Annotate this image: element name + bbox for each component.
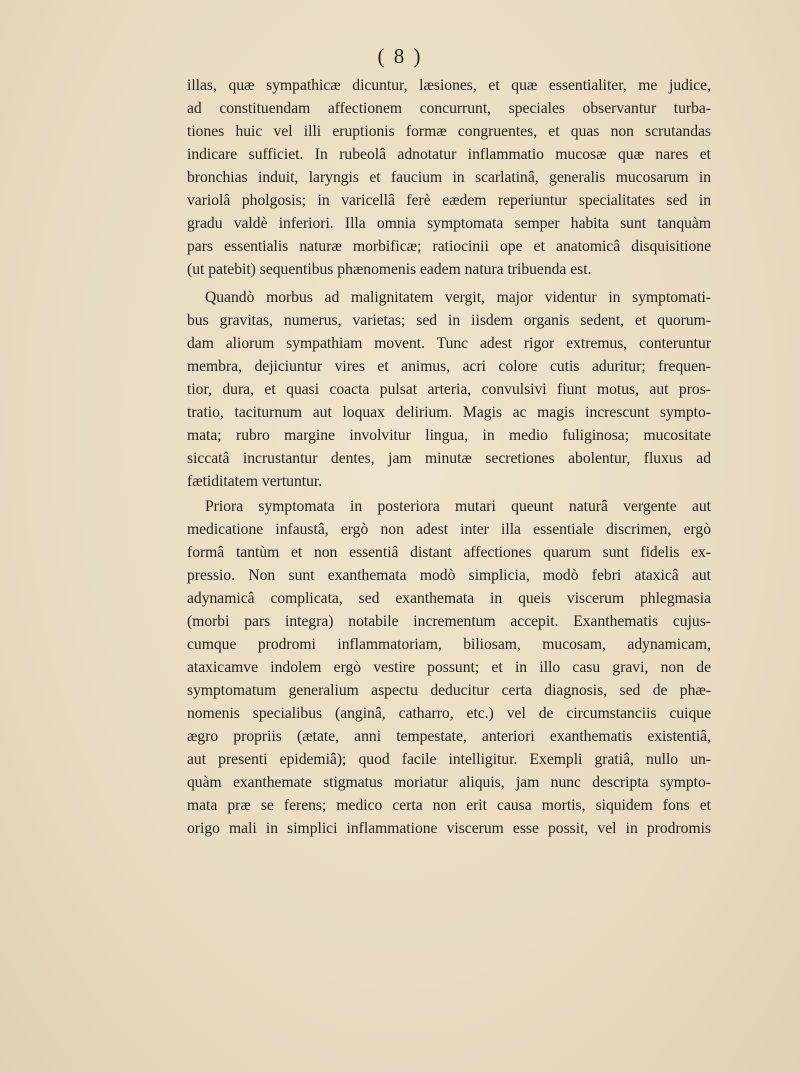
text-line: tior, dura, et quasi coacta pulsat arteria, convulsivi fiunt motus, aut pros- (187, 381, 711, 398)
text-line: symptomatum generalium aspectu deducitur certa diagnosis, sed de phæ- (187, 682, 711, 699)
text-line: formâ tantùm et non essentiâ distant affectiones quarum sunt fidelis ex- (187, 544, 711, 561)
text-line: pars essentialis naturæ morbificæ; ratiocinii ope et anatomicâ disquisitione (187, 238, 711, 255)
text-line: mata; rubro margine involvitur lingua, in medio fuliginosa; mucositate (187, 427, 711, 444)
text-line: indicare sufficiet. In rubeolâ adnotatur inflammatio mucosæ quæ nares et (187, 146, 711, 163)
text-line: aut presenti epidemiâ); quod facile intelligitur. Exempli gratiâ, nullo un- (187, 751, 711, 768)
text-line: tiones huic vel illi eruptionis formæ congruentes, et quas non scrutandas (187, 123, 711, 140)
text-line: dam aliorum sympathiam movent. Tunc adest rigor extremus, conteruntur (187, 335, 711, 352)
text-line: tratio, taciturnum aut loquax delirium. Magis ac magis increscunt sympto- (187, 404, 711, 421)
text-line: illas, quæ sympathicæ dicuntur, læsiones, et quæ essentialiter, me judice, (187, 77, 711, 94)
text-line: (morbi pars integra) notabile incrementum accepit. Exanthematis cujus- (187, 613, 711, 630)
text-line: ægro propriis (ætate, anni tempestate, anteriori exanthematis existentiâ, (187, 728, 711, 745)
text-line: ataxicamve indolem ergò vestire possunt; et in illo casu gravi, non de (187, 659, 711, 676)
text-line: variolâ pholgosis; in varicellâ ferè eædem reperiuntur specialitates sed in (187, 192, 711, 209)
text-line: cumque prodromi inflammatoriam, biliosam, mucosam, adynamicam, (187, 636, 711, 653)
text-line: siccatâ incrustantur dentes, jam minutæ secretiones abolentur, fluxus ad (187, 450, 711, 467)
text-line: pressio. Non sunt exanthemata modò simplicia, modò febri ataxicâ aut (187, 567, 711, 584)
page-number: ( 8 ) (377, 44, 423, 68)
paragraph-2 (187, 286, 711, 493)
paragraph-1 (187, 74, 711, 281)
text-line: medicatione infaustâ, ergò non adest inter illa essentiale discrimen, ergò (187, 521, 711, 538)
text-line: Quandò morbus ad malignitatem vergit, major videntur in symptomati- (205, 289, 711, 306)
text-line: gradu valdè inferiori. Illa omnia symptomata semper habita sunt tanquàm (187, 215, 711, 232)
text-line: bronchias induit, laryngis et faucium in scarlatinâ, generalis mucosarum in (187, 169, 711, 186)
text-line: membra, dejiciuntur vires et animus, acri colore cutis aduritur; frequen- (187, 358, 711, 375)
text-line: quàm exanthemate stigmatus moriatur aliquis, jam nunc descripta sympto- (187, 774, 711, 791)
text-line: origo mali in simplici inflammatione viscerum esse possit, vel in prodromis (187, 820, 711, 837)
paragraph-3 (187, 495, 711, 840)
text-line: ad constituendam affectionem concurrunt, speciales observantur turba- (187, 100, 711, 117)
text-line: (ut patebit) sequentibus phænomenis eadem natura tribuenda est. (187, 261, 592, 278)
text-line: mata præ se ferens; medico certa non erit causa mortis, siquidem fons et (187, 797, 711, 814)
text-line: fætiditatem vertuntur. (187, 473, 323, 490)
text-line: adynamicâ complicata, sed exanthemata in queis viscerum phlegmasia (187, 590, 711, 607)
text-line: bus gravitas, numerus, varietas; sed in iisdem organis sedent, et quorum- (187, 312, 711, 329)
text-line: nomenis specialibus (anginâ, catharro, etc.) vel de circumstanciis cuique (187, 705, 711, 722)
text-line: Priora symptomata in posteriora mutari queunt naturâ vergente aut (205, 498, 711, 515)
